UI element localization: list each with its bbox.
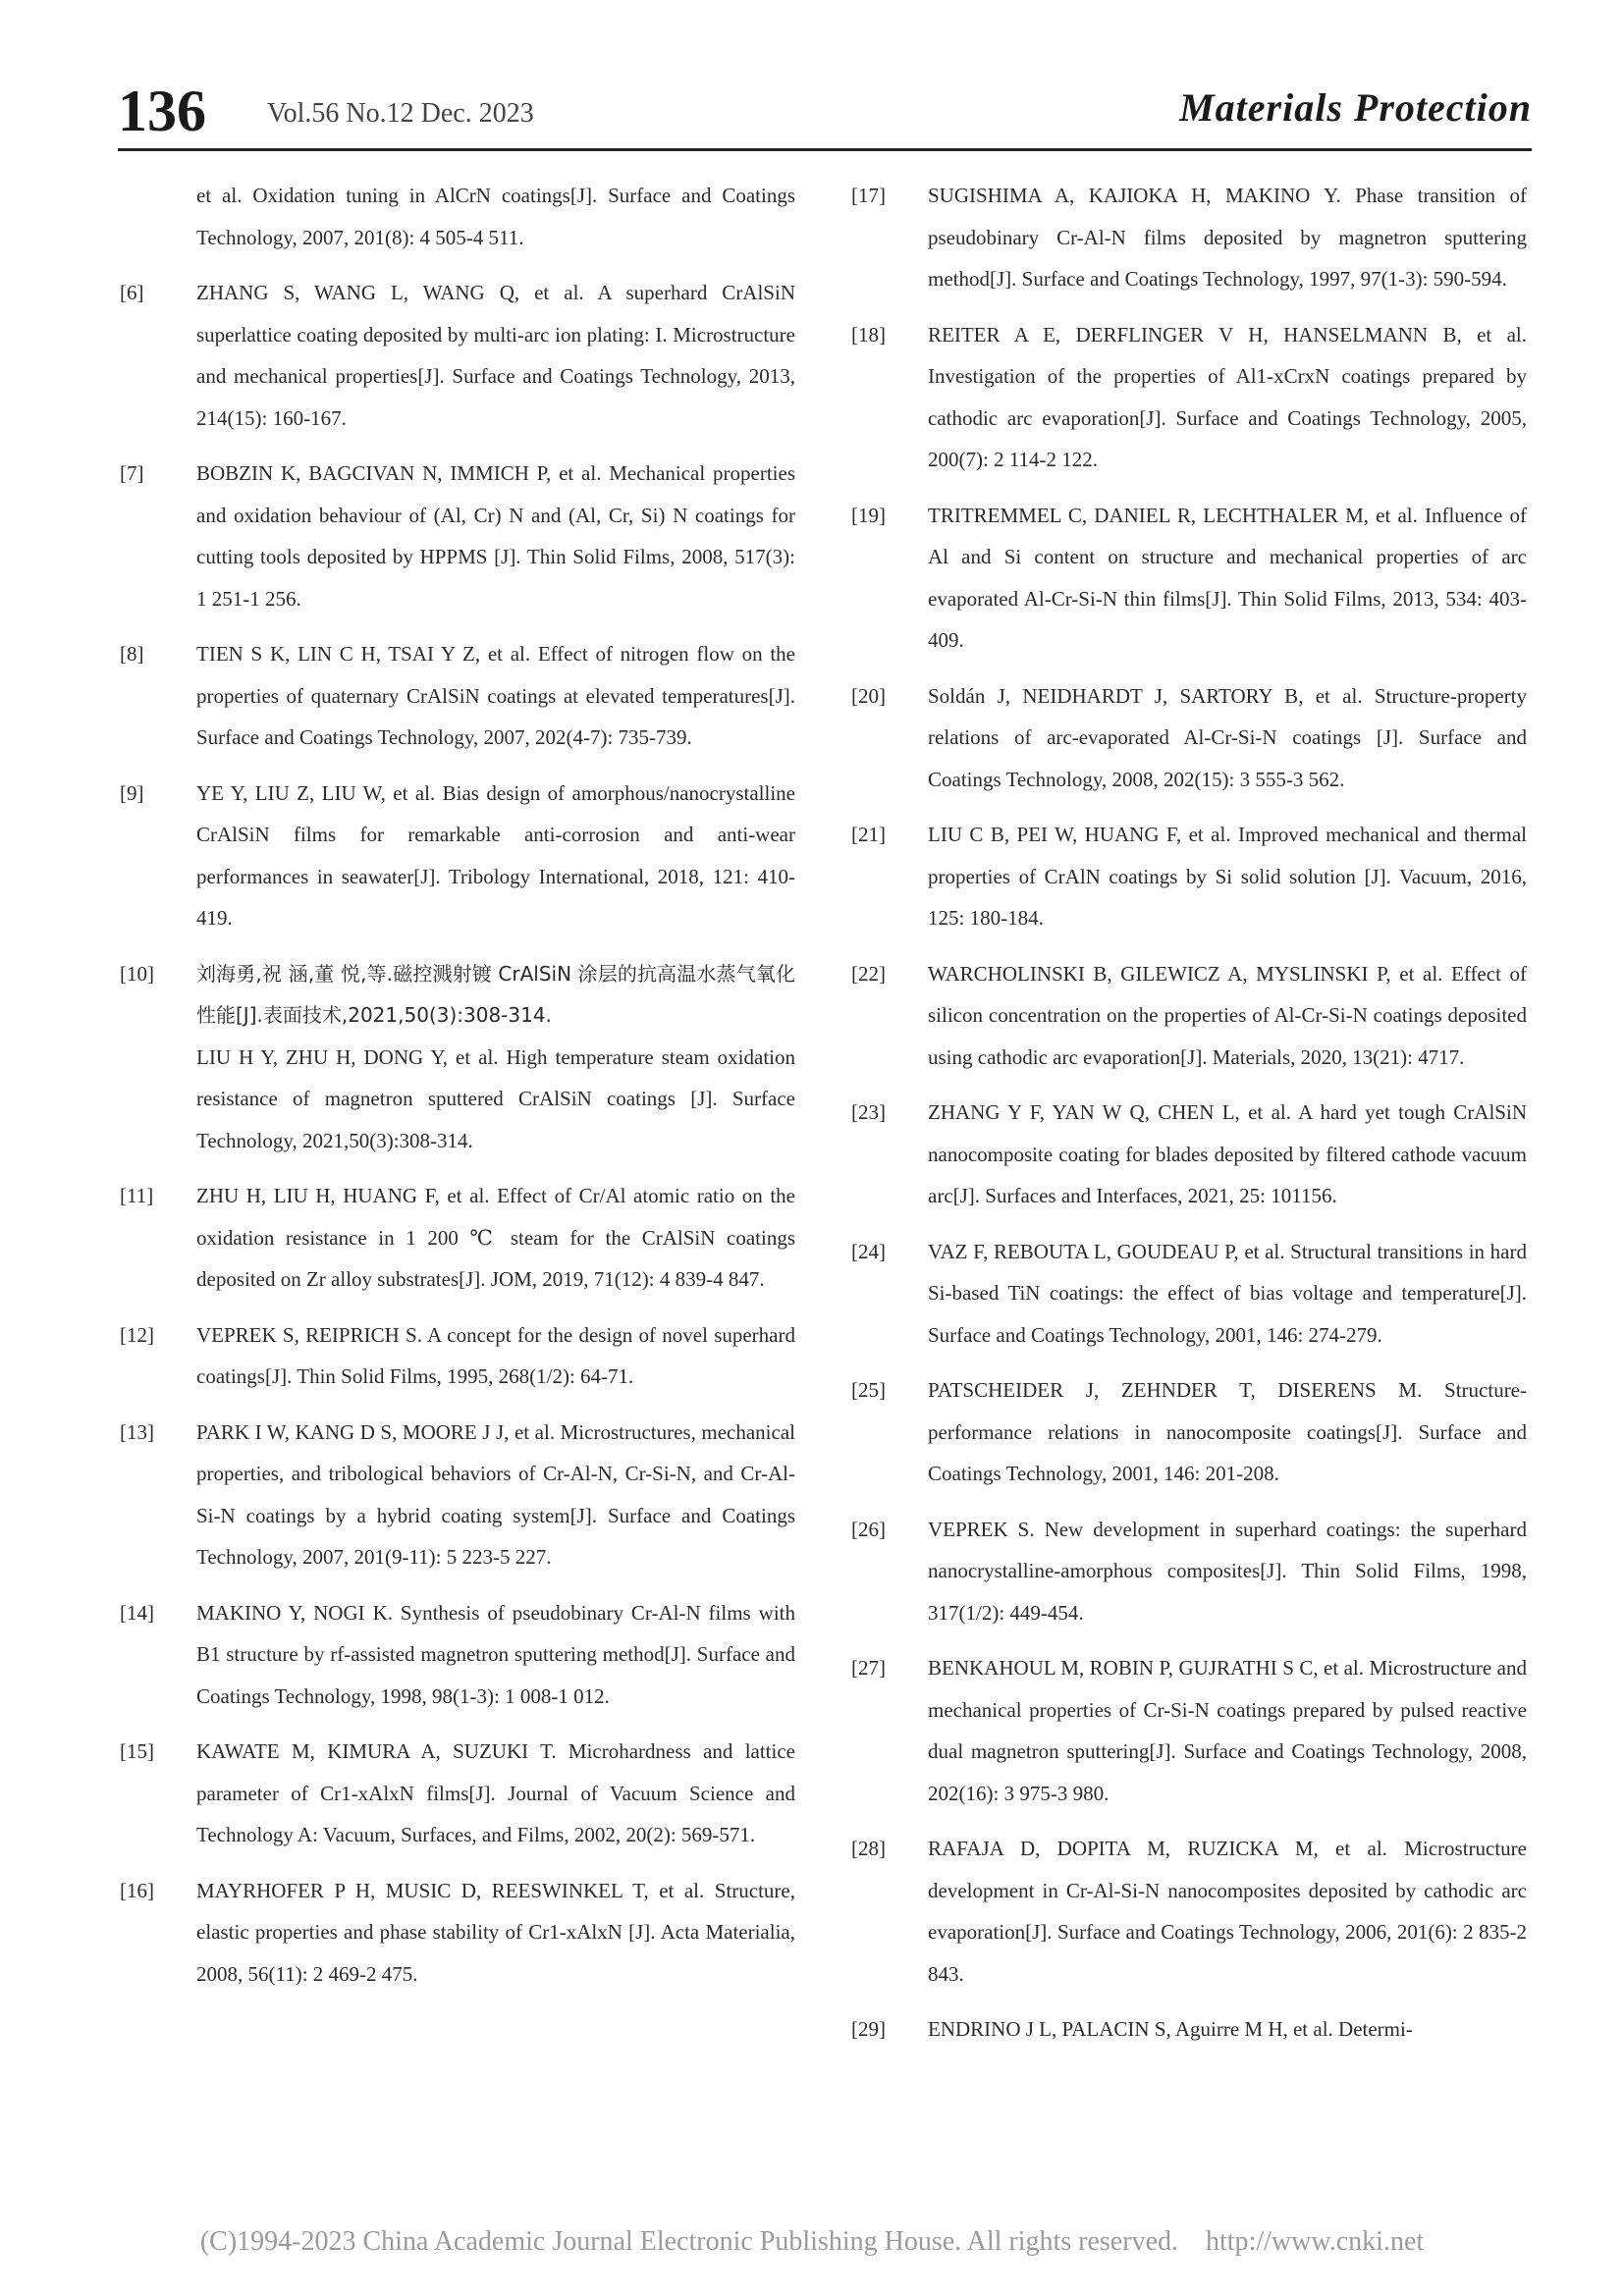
reference-text: ZHU H, LIU H, HUANG F, et al. Effect of Cr/Al atomic ratio on the oxidation resistance in 1 200 ℃ steam for the CrAlSiN coatings deposited on Zr alloy substrates[J]. JOM, 2019, 71(12): 4 839-4 847. [196,1184,795,1291]
reference-item [118,1175,795,1301]
reference-number: [18] [851,322,886,347]
reference-item [849,814,1527,939]
page-number: 136 [118,79,206,143]
reference-number: [20] [851,683,886,708]
reference-text: REITER A E, DERFLINGER V H, HANSELMANN B, et al. Investigation of the properties of Al1-xCrxN coatings prepared by cathodic arc evaporation[J]. Surface and Coatings Technology, 2005, 200(7): 2 114-2 122. [928,322,1527,471]
reference-item [118,453,795,619]
reference-item [849,953,1527,1079]
reference-text: VEPREK S, REIPRICH S. A concept for the design of novel superhard coatings[J]. Thin Solid Films, 1995, 268(1/2): 64-71. [196,1322,795,1388]
header-rule [118,148,1532,151]
reference-number: [15] [120,1739,154,1763]
reference-text: TRITREMMEL C, DANIEL R, LECHTHALER M, et al. Influence of Al and Si content on structure and mechanical properties of arc evaporated Al-Cr-Si-N thin films[J]. Thin Solid Films, 2013, 534: 403-409. [928,503,1527,652]
reference-text: KAWATE M, KIMURA A, SUZUKI T. Microhardness and lattice parameter of Cr1-xAlxN films[J]. Journal of Vacuum Science and Technology A: Vacuum, Surfaces, and Films, 2002, 20(2): 569-571. [196,1739,795,1846]
reference-text: Soldán J, NEIDHARDT J, SARTORY B, et al. Structure-property relations of arc-evaporated Al-Cr-Si-N coatings [J]. Surface and Coatings Technology, 2008, 202(15): 3 555-3 562. [928,683,1527,791]
reference-text: et al. Oxidation tuning in AlCrN coatings[J]. Surface and Coatings Technology, 2007, 201(8): 4 505-4 511. [196,184,795,249]
reference-item [849,1092,1527,1217]
reference-text: BENKAHOUL M, ROBIN P, GUJRATHI S C, et al. Microstructure and mechanical properties of Cr-Si-N coatings prepared by pulsed reactive dual magnetron sputtering[J]. Surface and Coatings Technology, 2008, 202(16): 3 975-3 980. [928,1656,1527,1805]
reference-number: [24] [851,1239,886,1263]
reference-item [849,1369,1527,1495]
reference-number: [28] [851,1837,886,1860]
reference-item [849,495,1527,662]
reference-text: MAYRHOFER P H, MUSIC D, REESWINKEL T, et al. Structure, elastic properties and phase stability of Cr1-xAlxN [J]. Acta Materialia, 2008, 56(11): 2 469-2 475. [196,1878,795,1986]
reference-text: PATSCHEIDER J, ZEHNDER T, DISERENS M. Structure-performance relations in nanocomposite coatings[J]. Surface and Coatings Technology, 2001, 146: 201-208. [928,1378,1527,1485]
reference-text: ZHANG Y F, YAN W Q, CHEN L, et al. A hard yet tough CrAlSiN nanocomposite coating for blades deposited by filtered cathode vacuum arc[J]. Surfaces and Interfaces, 2021, 25: 101156. [928,1100,1527,1207]
reference-text: ZHANG S, WANG L, WANG Q, et al. A superhard CrAlSiN superlattice coating deposited by multi-arc ion plating: I. Microstructure and mechanical properties[J]. Surface and Coatings Technology, 2013, 214(15): 160-167. [196,281,795,430]
reference-number: [12] [120,1322,154,1347]
reference-item [849,1509,1527,1634]
journal-title: Materials Protection [1179,85,1532,130]
reference-number: [8] [120,642,144,666]
reference-item [849,2008,1527,2051]
reference-number: [17] [851,184,886,207]
reference-item [849,675,1527,801]
footer-url: http://www.cnki.net [1206,2226,1425,2257]
reference-text: SUGISHIMA A, KAJIOKA H, MAKINO Y. Phase transition of pseudobinary Cr-Al-N films deposited by magnetron sputtering method[J]. Surface and Coatings Technology, 1997, 97(1-3): 590-594. [928,184,1527,291]
reference-number: [16] [120,1878,154,1902]
reference-text: LIU H Y, ZHU H, DONG Y, et al. High temperature steam oxidation resistance of magnetron sputtered CrAlSiN coatings [J]. Surface Technology, 2021,50(3):308-314. [196,1044,795,1152]
reference-number: [26] [851,1517,886,1541]
reference-item [118,1592,795,1718]
reference-text-chinese: 刘海勇,祝 涵,董 悦,等.磁控溅射镀 CrAlSiN 涂层的抗高温水蒸气氧化性能[J].表面技术,2021,50(3):308-314. [196,961,795,1027]
reference-number: [11] [120,1184,154,1207]
reference-number: [6] [120,281,144,304]
reference-number: [19] [851,503,886,527]
reference-item [118,1412,795,1578]
reference-number: [13] [120,1419,154,1444]
reference-text: YE Y, LIU Z, LIU W, et al. Bias design of amorphous/nanocrystalline CrAlSiN films for remarkable anti-corrosion and anti-wear performances in seawater[J]. Tribology International, 2018, 121: 410-419. [196,780,795,930]
reference-item [118,1870,795,1996]
reference-number: [22] [851,961,886,986]
reference-item [849,314,1527,481]
reference-text: VAZ F, REBOUTA L, GOUDEAU P, et al. Structural transitions in hard Si-based TiN coatings: the effect of bias voltage and temperature[J]. Surface and Coatings Technology, 2001, 146: 274-279. [928,1239,1527,1347]
reference-text: WARCHOLINSKI B, GILEWICZ A, MYSLINSKI P, et al. Effect of silicon concentration on the properties of Al-Cr-Si-N coatings deposited using cathodic arc evaporation[J]. Materials, 2020, 13(21): 4717. [928,961,1527,1069]
reference-item [849,1828,1527,1995]
reference-text: LIU C B, PEI W, HUANG F, et al. Improved mechanical and thermal properties of CrAlN coatings by Si solid solution [J]. Vacuum, 2016, 125: 180-184. [928,823,1527,930]
reference-number: [9] [120,780,144,805]
reference-number: [29] [851,2017,886,2041]
reference-item [849,1647,1527,1814]
reference-number: [10] [120,961,154,986]
reference-number: [23] [851,1100,886,1124]
copyright-footer [0,2226,1624,2258]
reference-number: [21] [851,823,886,846]
reference-item [118,272,795,439]
reference-item [118,1314,795,1398]
reference-number: [25] [851,1378,886,1402]
reference-text: VEPREK S. New development in superhard coatings: the superhard nanocrystalline-amorphous composites[J]. Thin Solid Films, 1998, 317(1/2): 449-454. [928,1517,1527,1625]
reference-text: PARK I W, KANG D S, MOORE J J, et al. Microstructures, mechanical properties, and tribological behaviors of Cr-Al-N, Cr-Si-N, and Cr-Al-Si-N coatings by a hybrid coating system[J]. Surface and Coatings Technology, 2007, 201(9-11): 5 223-5 227. [196,1419,795,1569]
references-right-column [849,175,1527,2064]
reference-item [118,953,795,1162]
copyright-text: (C)1994-2023 China Academic Journal Electronic Publishing House. All rights reserved. [199,2226,1178,2257]
reference-number: [14] [120,1600,154,1625]
reference-item [118,1731,795,1856]
volume-info: Vol.56 No.12 Dec. 2023 [267,98,534,129]
reference-item [849,175,1527,300]
reference-item [118,633,795,759]
reference-item [849,1231,1527,1357]
reference-text: ENDRINO J L, PALACIN S, Aguirre M H, et al. Determi- [928,2017,1413,2041]
reference-number: [27] [851,1656,886,1680]
reference-item [118,175,795,258]
reference-text: RAFAJA D, DOPITA M, RUZICKA M, et al. Microstructure development in Cr-Al-Si-N nanocomposites deposited by cathodic arc evaporation[J]. Surface and Coatings Technology, 2006, 201(6): 2 835-2 843. [928,1837,1527,1986]
reference-number: [7] [120,461,144,485]
reference-text: BOBZIN K, BAGCIVAN N, IMMICH P, et al. Mechanical properties and oxidation behaviour of (Al, Cr) N and (Al, Cr, Si) N coatings for cutting tools deposited by HPPMS [J]. Thin Solid Films, 2008, 517(3): 1 251-1 256. [196,461,795,611]
references-left-column [118,175,795,2008]
reference-text: MAKINO Y, NOGI K. Synthesis of pseudobinary Cr-Al-N films with B1 structure by rf-assisted magnetron sputtering method[J]. Surface and Coatings Technology, 1998, 98(1-3): 1 008-1 012. [196,1600,795,1708]
reference-text: TIEN S K, LIN C H, TSAI Y Z, et al. Effect of nitrogen flow on the properties of quaternary CrAlSiN coatings at elevated temperatures[J]. Surface and Coatings Technology, 2007, 202(4-7): 735-739. [196,642,795,749]
page-header [118,77,1532,145]
reference-item [118,773,795,939]
